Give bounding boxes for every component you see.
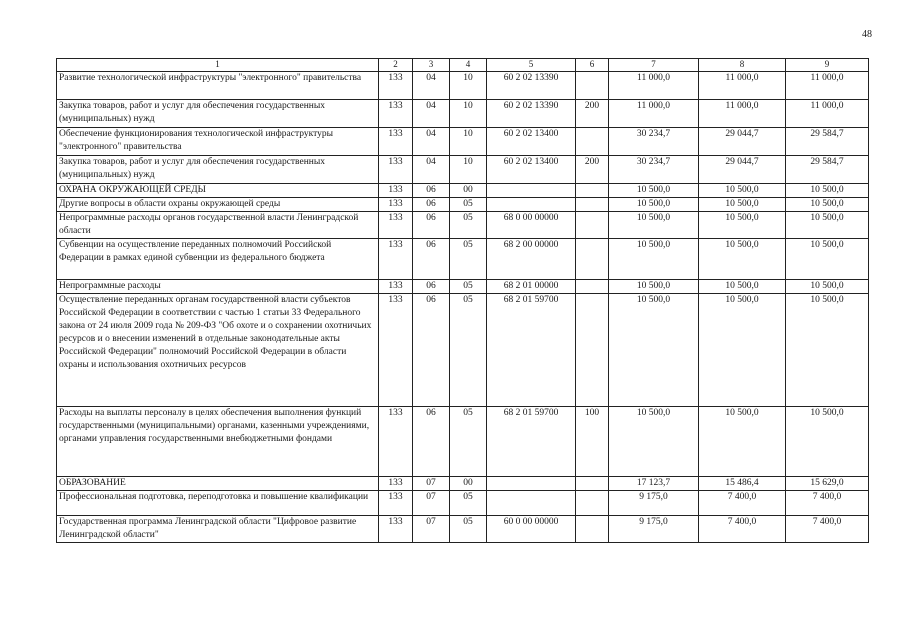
table-row: [57, 100, 869, 128]
row-value-cell: 05: [450, 212, 487, 239]
row-value-cell: 05: [450, 198, 487, 212]
row-value-cell: 06: [413, 407, 450, 477]
row-value-cell: 100: [576, 407, 609, 477]
row-value-cell: 133: [379, 280, 413, 294]
row-value-cell: 10 500,0: [786, 239, 869, 280]
row-value-cell: 07: [413, 477, 450, 491]
row-value-cell: 11 000,0: [699, 100, 786, 128]
row-value-cell: 15 629,0: [786, 477, 869, 491]
row-name-cell: Обеспечение функционирования технологической инфраструктуры "электронного" правительства: [57, 128, 379, 156]
row-value-cell: 11 000,0: [786, 72, 869, 100]
row-value-cell: 29 584,7: [786, 156, 869, 184]
row-name-cell: Другие вопросы в области охраны окружающей среды: [57, 198, 379, 212]
row-value-cell: 04: [413, 72, 450, 100]
row-value-cell: 07: [413, 516, 450, 543]
column-header: 2: [379, 59, 413, 72]
row-value-cell: 05: [450, 491, 487, 516]
row-name-cell: Осуществление переданных органам государственной власти субъектов Российской Федерации в соответствии с частью 1 статьи 33 Федерального закона от 24 июля 2009 года № 209-ФЗ "Об охоте и о сохранении охотничьих ресурсов и о внесении изменений в отдельные законодательные акты Российской Федерации" полномочий Российской Федерации в области охраны и использования охотничьих ресурсов: [57, 294, 379, 407]
column-header: 1: [57, 59, 379, 72]
row-value-cell: 10 500,0: [786, 280, 869, 294]
row-value-cell: 10 500,0: [786, 294, 869, 407]
row-value-cell: 10: [450, 100, 487, 128]
row-value-cell: 05: [450, 516, 487, 543]
table-row: [57, 516, 869, 543]
row-value-cell: 68 2 01 59700: [487, 407, 576, 477]
row-name-cell: Непрограммные расходы органов государственной власти Ленинградской области: [57, 212, 379, 239]
row-value-cell: [576, 72, 609, 100]
row-value-cell: 29 584,7: [786, 128, 869, 156]
row-name-cell: Развитие технологической инфраструктуры "электронного" правительства: [57, 72, 379, 100]
row-value-cell: 06: [413, 239, 450, 280]
row-value-cell: [576, 477, 609, 491]
row-value-cell: 7 400,0: [699, 491, 786, 516]
row-value-cell: [576, 516, 609, 543]
row-value-cell: [487, 477, 576, 491]
row-name-cell: Профессиональная подготовка, переподготовка и повышение квалификации: [57, 491, 379, 516]
table-row: [57, 491, 869, 516]
column-header: 6: [576, 59, 609, 72]
row-value-cell: 06: [413, 184, 450, 198]
row-value-cell: 00: [450, 184, 487, 198]
row-value-cell: 04: [413, 128, 450, 156]
row-value-cell: 60 2 02 13400: [487, 156, 576, 184]
table-row: [57, 156, 869, 184]
row-value-cell: [487, 491, 576, 516]
row-value-cell: 11 000,0: [609, 100, 699, 128]
row-value-cell: 68 2 00 00000: [487, 239, 576, 280]
row-value-cell: [576, 294, 609, 407]
row-value-cell: 133: [379, 128, 413, 156]
row-value-cell: 200: [576, 156, 609, 184]
row-value-cell: 133: [379, 156, 413, 184]
row-value-cell: 30 234,7: [609, 156, 699, 184]
row-value-cell: 30 234,7: [609, 128, 699, 156]
table-row: [57, 198, 869, 212]
table-row: [57, 294, 869, 407]
table-row: [57, 128, 869, 156]
row-value-cell: [487, 184, 576, 198]
row-value-cell: 10 500,0: [699, 198, 786, 212]
row-value-cell: 68 0 00 00000: [487, 212, 576, 239]
row-name-cell: Закупка товаров, работ и услуг для обеспечения государственных (муниципальных) нужд: [57, 156, 379, 184]
row-value-cell: 133: [379, 477, 413, 491]
row-value-cell: 10 500,0: [786, 198, 869, 212]
column-header: 5: [487, 59, 576, 72]
row-value-cell: 68 2 01 00000: [487, 280, 576, 294]
row-value-cell: 133: [379, 100, 413, 128]
row-value-cell: 10 500,0: [786, 212, 869, 239]
row-value-cell: 133: [379, 184, 413, 198]
row-value-cell: 10 500,0: [699, 184, 786, 198]
row-value-cell: 05: [450, 280, 487, 294]
row-value-cell: 7 400,0: [786, 516, 869, 543]
row-value-cell: 06: [413, 294, 450, 407]
row-value-cell: 133: [379, 212, 413, 239]
row-value-cell: 11 000,0: [609, 72, 699, 100]
row-value-cell: 133: [379, 294, 413, 407]
budget-table: [56, 58, 869, 543]
row-value-cell: 10 500,0: [609, 239, 699, 280]
row-value-cell: [576, 198, 609, 212]
row-value-cell: 133: [379, 198, 413, 212]
row-value-cell: 133: [379, 72, 413, 100]
row-value-cell: 29 044,7: [699, 128, 786, 156]
row-value-cell: 17 123,7: [609, 477, 699, 491]
row-value-cell: 11 000,0: [699, 72, 786, 100]
column-header: 4: [450, 59, 487, 72]
row-value-cell: [576, 491, 609, 516]
row-value-cell: [576, 212, 609, 239]
row-name-cell: Расходы на выплаты персоналу в целях обеспечения выполнения функций государственными (муниципальными) органами, казенными учреждениями, органами управления государственными внебюджетными фондами: [57, 407, 379, 477]
row-value-cell: 05: [450, 407, 487, 477]
row-value-cell: 7 400,0: [786, 491, 869, 516]
table-row: [57, 407, 869, 477]
row-value-cell: 10 500,0: [786, 184, 869, 198]
page-number: 48: [862, 29, 872, 40]
row-value-cell: [576, 239, 609, 280]
row-name-cell: Непрограммные расходы: [57, 280, 379, 294]
row-value-cell: [576, 280, 609, 294]
row-value-cell: 10 500,0: [609, 184, 699, 198]
table-row: [57, 184, 869, 198]
row-value-cell: 10 500,0: [609, 212, 699, 239]
row-value-cell: 60 2 02 13390: [487, 72, 576, 100]
row-value-cell: 05: [450, 239, 487, 280]
row-value-cell: 15 486,4: [699, 477, 786, 491]
row-value-cell: 9 175,0: [609, 516, 699, 543]
row-value-cell: 133: [379, 491, 413, 516]
row-value-cell: 04: [413, 156, 450, 184]
row-value-cell: [576, 128, 609, 156]
row-value-cell: 10 500,0: [699, 294, 786, 407]
row-value-cell: 06: [413, 198, 450, 212]
row-value-cell: 200: [576, 100, 609, 128]
row-value-cell: 133: [379, 407, 413, 477]
row-value-cell: 10: [450, 72, 487, 100]
row-value-cell: 60 2 02 13390: [487, 100, 576, 128]
row-value-cell: 06: [413, 212, 450, 239]
row-value-cell: 06: [413, 280, 450, 294]
row-name-cell: Закупка товаров, работ и услуг для обеспечения государственных (муниципальных) нужд: [57, 100, 379, 128]
table-row: [57, 72, 869, 100]
column-header-row: [57, 59, 869, 72]
column-header: 8: [699, 59, 786, 72]
row-value-cell: 07: [413, 491, 450, 516]
row-value-cell: 04: [413, 100, 450, 128]
row-value-cell: 10 500,0: [699, 212, 786, 239]
row-value-cell: 10: [450, 128, 487, 156]
row-value-cell: 11 000,0: [786, 100, 869, 128]
row-value-cell: 7 400,0: [699, 516, 786, 543]
row-value-cell: 10 500,0: [699, 239, 786, 280]
row-value-cell: 10 500,0: [609, 294, 699, 407]
row-name-cell: ОХРАНА ОКРУЖАЮЩЕЙ СРЕДЫ: [57, 184, 379, 198]
row-value-cell: 05: [450, 294, 487, 407]
column-header: 9: [786, 59, 869, 72]
row-value-cell: 10 500,0: [699, 407, 786, 477]
row-value-cell: 10: [450, 156, 487, 184]
row-value-cell: 10 500,0: [609, 280, 699, 294]
table-row: [57, 477, 869, 491]
row-name-cell: ОБРАЗОВАНИЕ: [57, 477, 379, 491]
row-value-cell: 10 500,0: [786, 407, 869, 477]
row-value-cell: 60 2 02 13400: [487, 128, 576, 156]
row-value-cell: 29 044,7: [699, 156, 786, 184]
row-name-cell: Государственная программа Ленинградской области "Цифровое развитие Ленинградской области": [57, 516, 379, 543]
row-value-cell: 60 0 00 00000: [487, 516, 576, 543]
row-value-cell: 10 500,0: [609, 407, 699, 477]
row-value-cell: 9 175,0: [609, 491, 699, 516]
table-row: [57, 212, 869, 239]
column-header: 3: [413, 59, 450, 72]
column-header: 7: [609, 59, 699, 72]
row-value-cell: 133: [379, 239, 413, 280]
table-row: [57, 280, 869, 294]
row-value-cell: 133: [379, 516, 413, 543]
row-value-cell: [576, 184, 609, 198]
row-value-cell: [487, 198, 576, 212]
row-value-cell: 68 2 01 59700: [487, 294, 576, 407]
row-value-cell: 00: [450, 477, 487, 491]
row-name-cell: Субвенции на осуществление переданных полномочий Российской Федерации в рамках единой субвенции из федерального бюджета: [57, 239, 379, 280]
table-row: [57, 239, 869, 280]
row-value-cell: 10 500,0: [699, 280, 786, 294]
row-value-cell: 10 500,0: [609, 198, 699, 212]
